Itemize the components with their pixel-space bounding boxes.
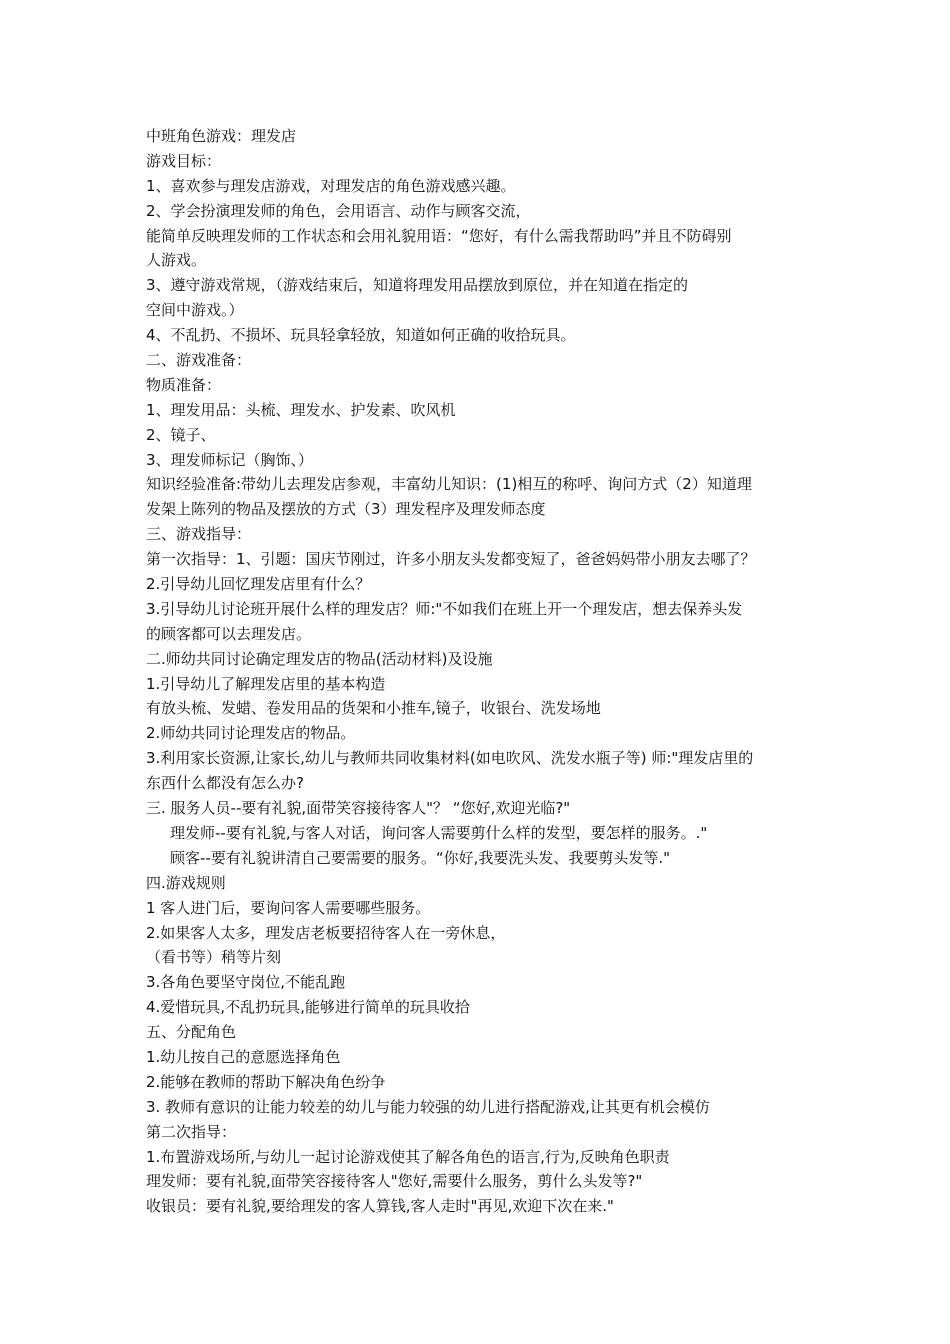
text-line: 理发师：要有礼貌,面带笑容接待客人"您好,需要什么服务，剪什么头发等?"	[146, 1172, 643, 1191]
text-line: 顾客--要有礼貌讲清自己要需要的服务。“你好,我要洗头发、我要剪头发等."	[170, 848, 671, 867]
text-line: 东西什么都没有怎么办?	[146, 774, 304, 793]
text-line: 收银员：要有礼貌,要给理发的客人算钱,客人走时"再见,欢迎下次在来."	[146, 1197, 614, 1216]
text-line: 3.引导幼儿讨论班开展什么样的理发店？师:"不如我们在班上开一个理发店，想去保养头发	[146, 599, 743, 618]
text-line: 二.师幼共同讨论确定理发店的物品(活动材料)及设施	[146, 649, 493, 668]
text-line: 能简单反映理发师的工作状态和会用礼貌用语：“您好，有什么需我帮助吗”并且不防碍别	[146, 226, 732, 245]
text-line: 1、理发用品：头梳、理发水、护发素、吹风机	[146, 400, 456, 419]
text-line: 三、游戏指导：	[146, 525, 252, 544]
text-line: 2.能够在教师的帮助下解决角色纷争	[146, 1072, 386, 1091]
text-line: 3、理发师标记（胸饰、）	[146, 450, 314, 469]
text-line: 游戏目标：	[146, 151, 222, 170]
text-line: （看书等）稍等片刻	[146, 948, 282, 967]
document-body	[146, 124, 816, 1219]
text-line: 知识经验准备:带幼儿去理发店参观，丰富幼儿知识：(1)相互的称呼、询问方式（2）知道理	[146, 475, 752, 494]
text-line: 五、分配角色	[146, 1023, 237, 1042]
text-line: 4、不乱扔、不损坏、玩具轻拿轻放，知道如何正确的收拾玩具。	[146, 326, 576, 345]
text-line: 二、游戏准备：	[146, 351, 252, 370]
text-line: 理发师--要有礼貌,与客人对话，询问客人需要剪什么样的发型，要怎样的服务。."	[170, 823, 708, 842]
text-line: 1 客人进门后，要询问客人需要哪些服务。	[146, 898, 431, 917]
text-line: 物质准备：	[146, 375, 222, 394]
text-line: 2.师幼共同讨论理发店的物品。	[146, 724, 356, 743]
text-line: 2、学会扮演理发师的角色，会用语言、动作与顾客交流，	[146, 201, 531, 220]
text-line: 3.利用家长资源,让家长,幼儿与教师共同收集材料(如电吹风、洗发水瓶子等) 师:"理发店里的	[146, 749, 754, 768]
text-line: 2、镜子、	[146, 425, 216, 444]
text-line: 有放头梳、发蜡、卷发用品的货架和小推车,镜子，收银台、洗发场地	[146, 699, 601, 718]
text-line: 人游戏。	[146, 251, 207, 270]
text-line: 2.如果客人太多，理发店老板要招待客人在一旁休息，	[146, 923, 506, 942]
text-line: 2.引导幼儿回忆理发店里有什么？	[146, 575, 371, 594]
document-title: 中班角色游戏：理发店	[146, 127, 297, 145]
text-line: 四.游戏规则	[146, 873, 226, 892]
text-line: 1.幼儿按自己的意愿选择角色	[146, 1047, 341, 1066]
text-line: 4.爱惜玩具,不乱扔玩具,能够进行简单的玩具收拾	[146, 998, 470, 1017]
text-line: 第二次指导：	[146, 1122, 237, 1141]
text-line: 1.布置游戏场所,与幼儿一起讨论游戏使其了解各角色的语言,行为,反映角色职责	[146, 1147, 670, 1166]
text-line: 3、遵守游戏常规，（游戏结束后，知道将理发用品摆放到原位，并在知道在指定的	[146, 276, 689, 295]
text-line: 3.各角色要坚守岗位,不能乱跑	[146, 973, 346, 992]
text-line: 空间中游戏。）	[146, 301, 244, 320]
text-line: 3. 教师有意识的让能力较差的幼儿与能力较强的幼儿进行搭配游戏,让其更有机会模仿	[146, 1097, 710, 1116]
text-line: 1、喜欢参与理发店游戏，对理发店的角色游戏感兴趣。	[146, 176, 516, 195]
text-line: 第一次指导：1、引题：国庆节刚过，许多小朋友头发都变短了，爸爸妈妈带小朋友去哪了？	[146, 550, 756, 569]
text-line: 的顾客都可以去理发店。	[146, 624, 312, 643]
text-line: 发架上陈列的物品及摆放的方式（3）理发程序及理发师态度	[146, 500, 546, 519]
text-line: 1.引导幼儿了解理发店里的基本构造	[146, 674, 386, 693]
text-line: 三. 服务人员--要有礼貌,面带笑容接待客人"？ “您好,欢迎光临?"	[146, 799, 571, 818]
